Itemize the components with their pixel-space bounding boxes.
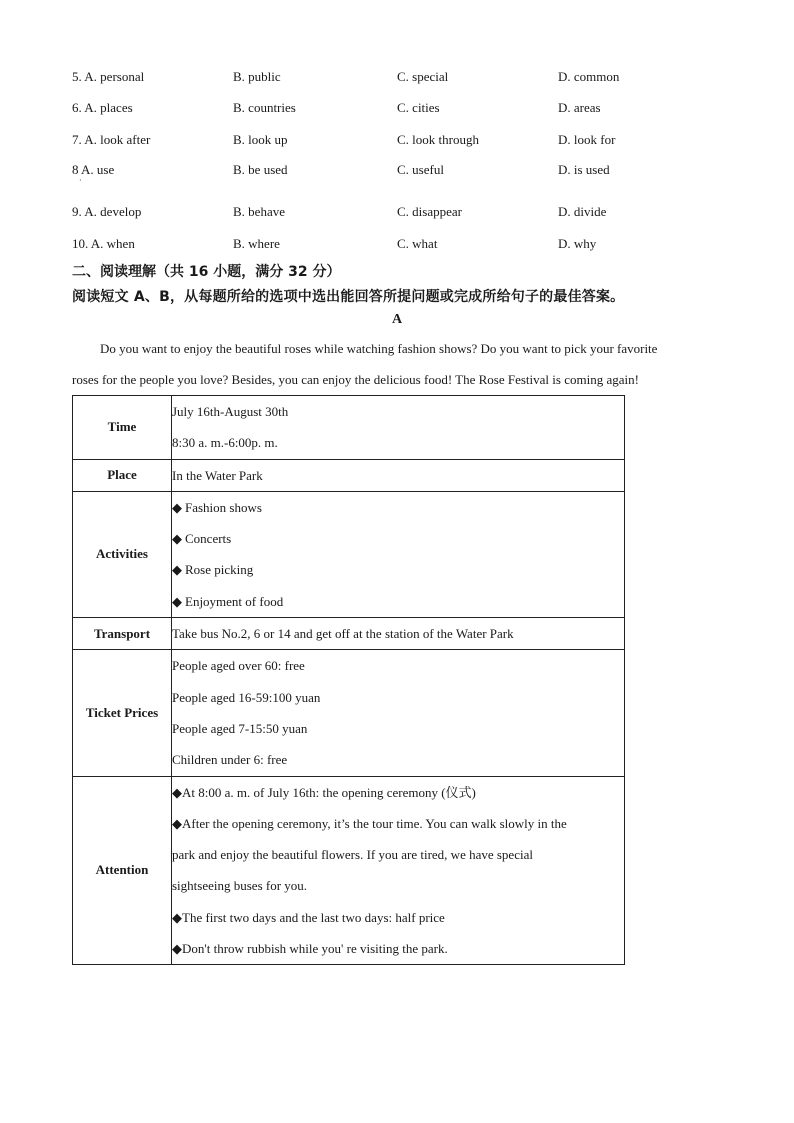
activity-text: Fashion shows (185, 499, 262, 515)
option-d: D. why (558, 236, 597, 251)
table-row-attention (73, 776, 625, 965)
option-b: B. countries (233, 100, 296, 115)
option-d: D. divide (558, 204, 607, 219)
content-line (172, 523, 624, 554)
option-d: D. common (558, 69, 620, 84)
diamond-bullet-icon: ◆ (172, 531, 182, 547)
content-line: People aged 7-15:50 yuan (172, 720, 308, 736)
row-content (172, 459, 625, 491)
option-a: 9. A. develop (72, 204, 142, 219)
option-b: B. be used (233, 162, 288, 177)
content-line: ◆After the opening ceremony, it’s the tour time. You can walk slowly in the (172, 815, 567, 831)
festival-info-table (72, 395, 625, 965)
option-b: B. where (233, 236, 280, 251)
option-c: C. what (397, 236, 438, 251)
row-content (172, 491, 625, 617)
diamond-bullet-icon: ◆ (172, 499, 182, 515)
row-label: Ticket Prices (73, 650, 172, 776)
option-c: C. look through (397, 132, 479, 147)
section-instruction: 阅读短文 A、B，从每题所给的选项中选出能回答所提问题或完成所给句子的最佳答案。 (72, 289, 625, 305)
row-content (172, 396, 625, 460)
diamond-bullet-icon: ◆ (172, 562, 182, 578)
option-c: C. disappear (397, 204, 462, 219)
activity-text: Rose picking (185, 562, 254, 578)
content-line: ◆The first two days and the last two days: half price (172, 909, 445, 925)
content-line (172, 554, 624, 585)
option-d: D. areas (558, 100, 601, 115)
row-content (172, 650, 625, 776)
option-row-5 (72, 69, 712, 89)
row-label: Activities (73, 491, 172, 617)
activity-text: Concerts (185, 531, 232, 547)
option-a: 5. A. personal (72, 69, 145, 84)
option-c: C. special (397, 69, 449, 84)
table-row-time (73, 396, 625, 460)
option-row-10 (72, 236, 712, 256)
option-a: 7. A. look after (72, 132, 151, 147)
option-d: D. is used (558, 162, 610, 177)
content-line: People aged 16-59:100 yuan (172, 689, 321, 705)
option-row-6 (72, 100, 712, 120)
content-line: Take bus No.2, 6 or 14 and get off at the station of the Water Park (172, 626, 514, 642)
passage-line-1: Do you want to enjoy the beautiful roses while watching fashion shows? Do you want to pick your favorite (100, 341, 658, 356)
table-row-ticket-prices (73, 650, 625, 776)
option-c: C. useful (397, 162, 444, 177)
row-label: Attention (73, 776, 172, 965)
option-row-9 (72, 204, 712, 224)
option-b: B. behave (233, 204, 285, 219)
content-line: park and enjoy the beautiful flowers. If you are tired, we have special (172, 847, 533, 863)
content-line: ◆At 8:00 a. m. of July 16th: the opening ceremony (仪式) (172, 784, 476, 800)
activity-text: Enjoyment of food (185, 593, 284, 609)
table-row-transport (73, 618, 625, 650)
content-line: People aged over 60: free (172, 658, 305, 674)
content-line: July 16th-August 30th (172, 404, 289, 419)
option-a: 10. A. when (72, 236, 135, 251)
option-c: C. cities (397, 100, 440, 115)
diamond-bullet-icon: ◆ (172, 593, 182, 609)
row-label: Transport (73, 618, 172, 650)
table-row-activities (73, 491, 625, 617)
content-line: 8:30 a. m.-6:00p. m. (172, 435, 278, 451)
option-row-7 (72, 132, 712, 152)
option-d: D. look for (558, 132, 616, 147)
section-heading: 二、阅读理解（共 16 小题，满分 32 分） (72, 264, 341, 280)
row-content (172, 618, 625, 650)
passage-line-2: roses for the people you love? Besides, you can enjoy the delicious food! The Rose Festival is coming again! (72, 372, 639, 387)
table-row-place (73, 459, 625, 491)
content-line (172, 492, 624, 523)
content-line: ◆Don't throw rubbish while you' re visiting the park. (172, 941, 448, 957)
content-line: sightseeing buses for you. (172, 878, 308, 894)
content-line: Children under 6: free (172, 752, 288, 768)
content-line (172, 586, 624, 617)
passage-title: A (391, 312, 403, 327)
row-label: Place (73, 459, 172, 491)
option-a: 8 A. use (72, 162, 115, 177)
option-b: B. public (233, 69, 281, 84)
option-row-8 (72, 162, 712, 185)
row-content (172, 776, 625, 965)
option-b: B. look up (233, 132, 288, 147)
content-line: In the Water Park (172, 467, 263, 483)
row-label: Time (73, 396, 172, 460)
option-a: 6. A. places (72, 100, 133, 115)
stray-dot-mark: · (79, 176, 82, 185)
